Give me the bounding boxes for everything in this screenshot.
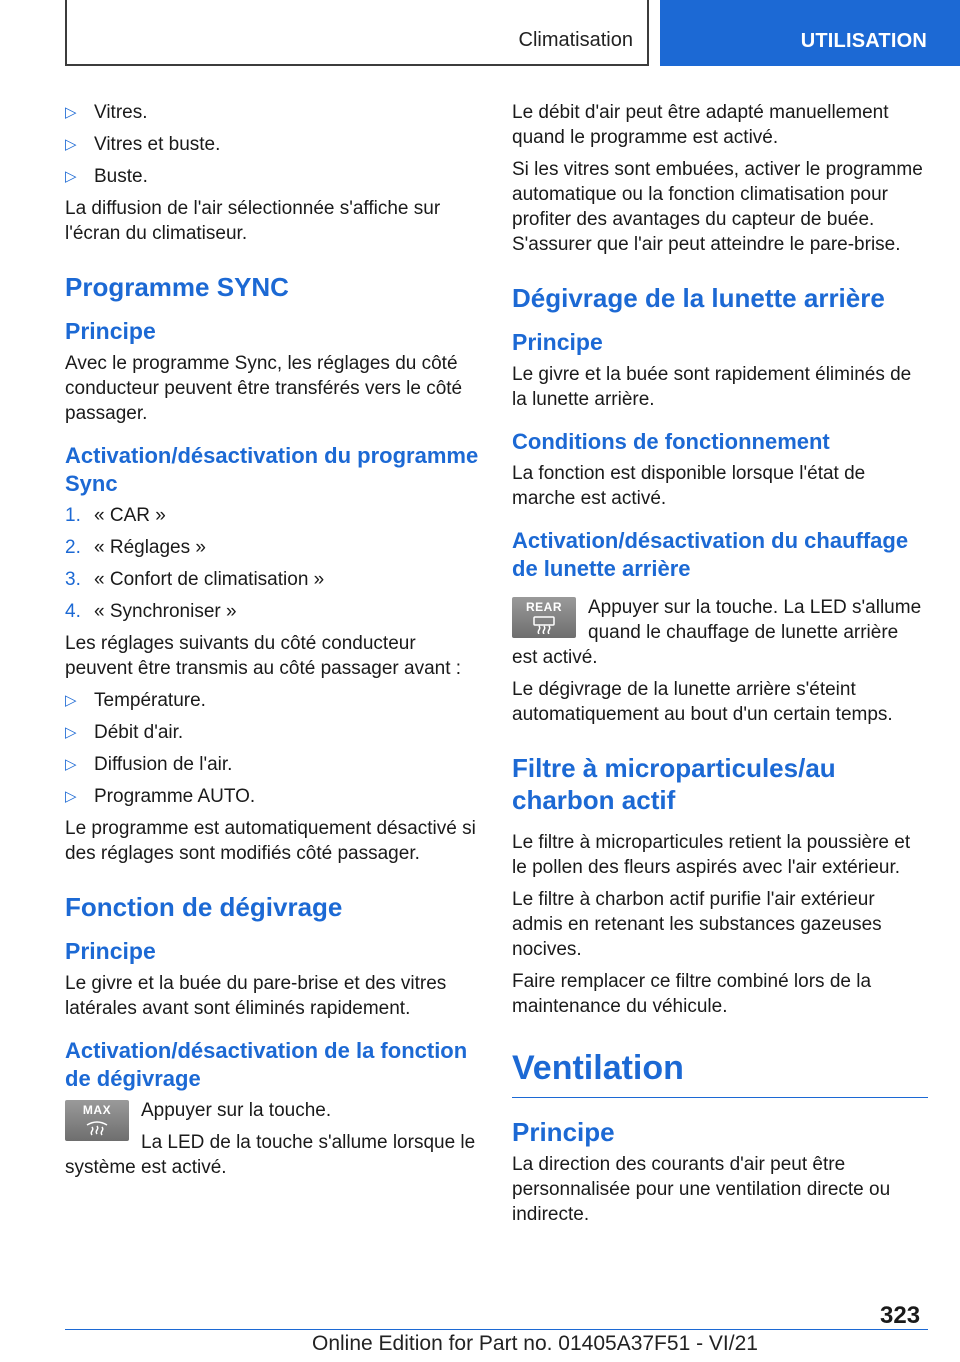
header-section-title: Climatisation: [518, 29, 633, 51]
section-heading: Programme SYNC: [65, 272, 289, 302]
section-heading: Dégivrage de la lunette arrière: [512, 283, 885, 313]
rear-defrost-button-icon: REAR: [512, 597, 576, 638]
triangle-bullet-icon: ▷: [65, 136, 77, 153]
paragraph: Le dégivrage de la lunette arrière s'éteint automatiquement au bout d'un certain temps.: [512, 679, 893, 725]
subsection-heading: Principe: [65, 318, 156, 344]
right-column: [512, 100, 928, 1234]
paragraph: Le filtre à charbon actif purifie l'air extérieur admis en retenant les substances gazeuses nocives.: [512, 889, 882, 960]
paragraph: La LED de la touche s'allume lorsque le système est activé.: [65, 1132, 476, 1178]
triangle-bullet-icon: ▷: [65, 788, 77, 805]
paragraph: Le débit d'air peut être adapté manuellement quand le programme est activé.: [512, 102, 889, 148]
step-item: 4. « Synchroniser »: [65, 601, 237, 622]
rear-window-heat-icon: [532, 616, 556, 634]
paragraph: Le givre et la buée du pare-brise et des vitres latérales avant sont éliminés rapidement.: [65, 973, 447, 1019]
chapter-heading: Ventilation: [512, 1047, 928, 1098]
max-defrost-button-icon: MAX: [65, 1100, 129, 1141]
subsection-heading: Principe: [65, 938, 156, 964]
triangle-bullet-icon: ▷: [65, 104, 77, 121]
paragraph: Le givre et la buée sont rapidement éliminés de la lunette arrière.: [512, 364, 912, 410]
header-chapter-tab: [660, 0, 960, 66]
step-item: 3. « Confort de climatisation »: [65, 569, 325, 590]
triangle-bullet-icon: ▷: [65, 724, 77, 741]
paragraph: Si les vitres sont embuées, activer le programme automatique ou la fonction climatisation pour profiter des avantages du capteur de buée. S'assurer que l'air peut atteindre le pare-brise.: [512, 159, 923, 255]
max-defrost-block: [65, 1098, 485, 1187]
subsection-heading: Conditions de fonctionnement: [512, 429, 830, 454]
list-item: ▷ Buste.: [65, 166, 148, 187]
section-heading: Filtre à microparticules/au charbon actif: [512, 753, 836, 815]
step-item: 1. « CAR »: [65, 505, 166, 526]
section-heading: Fonction de dégivrage: [65, 892, 343, 922]
paragraph: La fonction est disponible lorsque l'état de marche est activé.: [512, 463, 866, 509]
header-chapter-title: UTILISATION: [800, 30, 927, 52]
triangle-bullet-icon: ▷: [65, 168, 77, 185]
defrost-icon: [85, 1119, 109, 1137]
step-item: 2. « Réglages »: [65, 537, 206, 558]
list-item: ▷ Débit d'air.: [65, 722, 184, 743]
paragraph: La diffusion de l'air sélectionnée s'affiche sur l'écran du climatiseur.: [65, 198, 441, 244]
triangle-bullet-icon: ▷: [65, 756, 77, 773]
paragraph: Appuyer sur la touche.: [141, 1100, 332, 1121]
rear-defrost-block: [512, 595, 928, 677]
list-item: ▷ Vitres et buste.: [65, 134, 221, 155]
subsection-heading: Activation/désactivation de la fonction de dégivrage: [65, 1038, 468, 1091]
list-item: ▷ Température.: [65, 690, 206, 711]
subsection-heading: Activation/désactivation du programme Sync: [65, 443, 479, 496]
list-item: ▷ Vitres.: [65, 102, 148, 123]
subsection-heading: Principe: [512, 1117, 615, 1147]
list-item: ▷ Programme AUTO.: [65, 786, 256, 807]
list-item: ▷ Diffusion de l'air.: [65, 754, 233, 775]
header-section-box: [65, 0, 649, 66]
paragraph: Avec le programme Sync, les réglages du côté conducteur peuvent être transférés vers le côté passager.: [65, 353, 463, 424]
footer-divider: [65, 1329, 928, 1330]
left-column: [65, 100, 485, 1187]
paragraph: Faire remplacer ce filtre combiné lors de la maintenance du véhicule.: [512, 971, 872, 1017]
subsection-heading: Principe: [512, 329, 603, 355]
paragraph: Le filtre à microparticules retient la poussière et le pollen des fleurs aspirés avec l'air extérieur.: [512, 832, 911, 878]
paragraph: Les réglages suivants du côté conducteur peuvent être transmis au côté passager avant :: [65, 633, 462, 679]
footer-edition: Online Edition for Part no. 01405A37F51 - VI/21: [312, 1332, 758, 1355]
subsection-heading: Activation/désactivation du chauffage de lunette arrière: [512, 528, 909, 581]
page-number: 323: [880, 1302, 921, 1329]
paragraph: Appuyer sur la touche. La LED s'allume quand le chauffage de lunette arrière est activé.: [512, 597, 922, 668]
paragraph: La direction des courants d'air peut être personnalisée pour une ventilation directe ou indirecte.: [512, 1154, 891, 1225]
triangle-bullet-icon: ▷: [65, 692, 77, 709]
paragraph: Le programme est automatiquement désactivé si des réglages sont modifiés côté passager.: [65, 818, 476, 864]
